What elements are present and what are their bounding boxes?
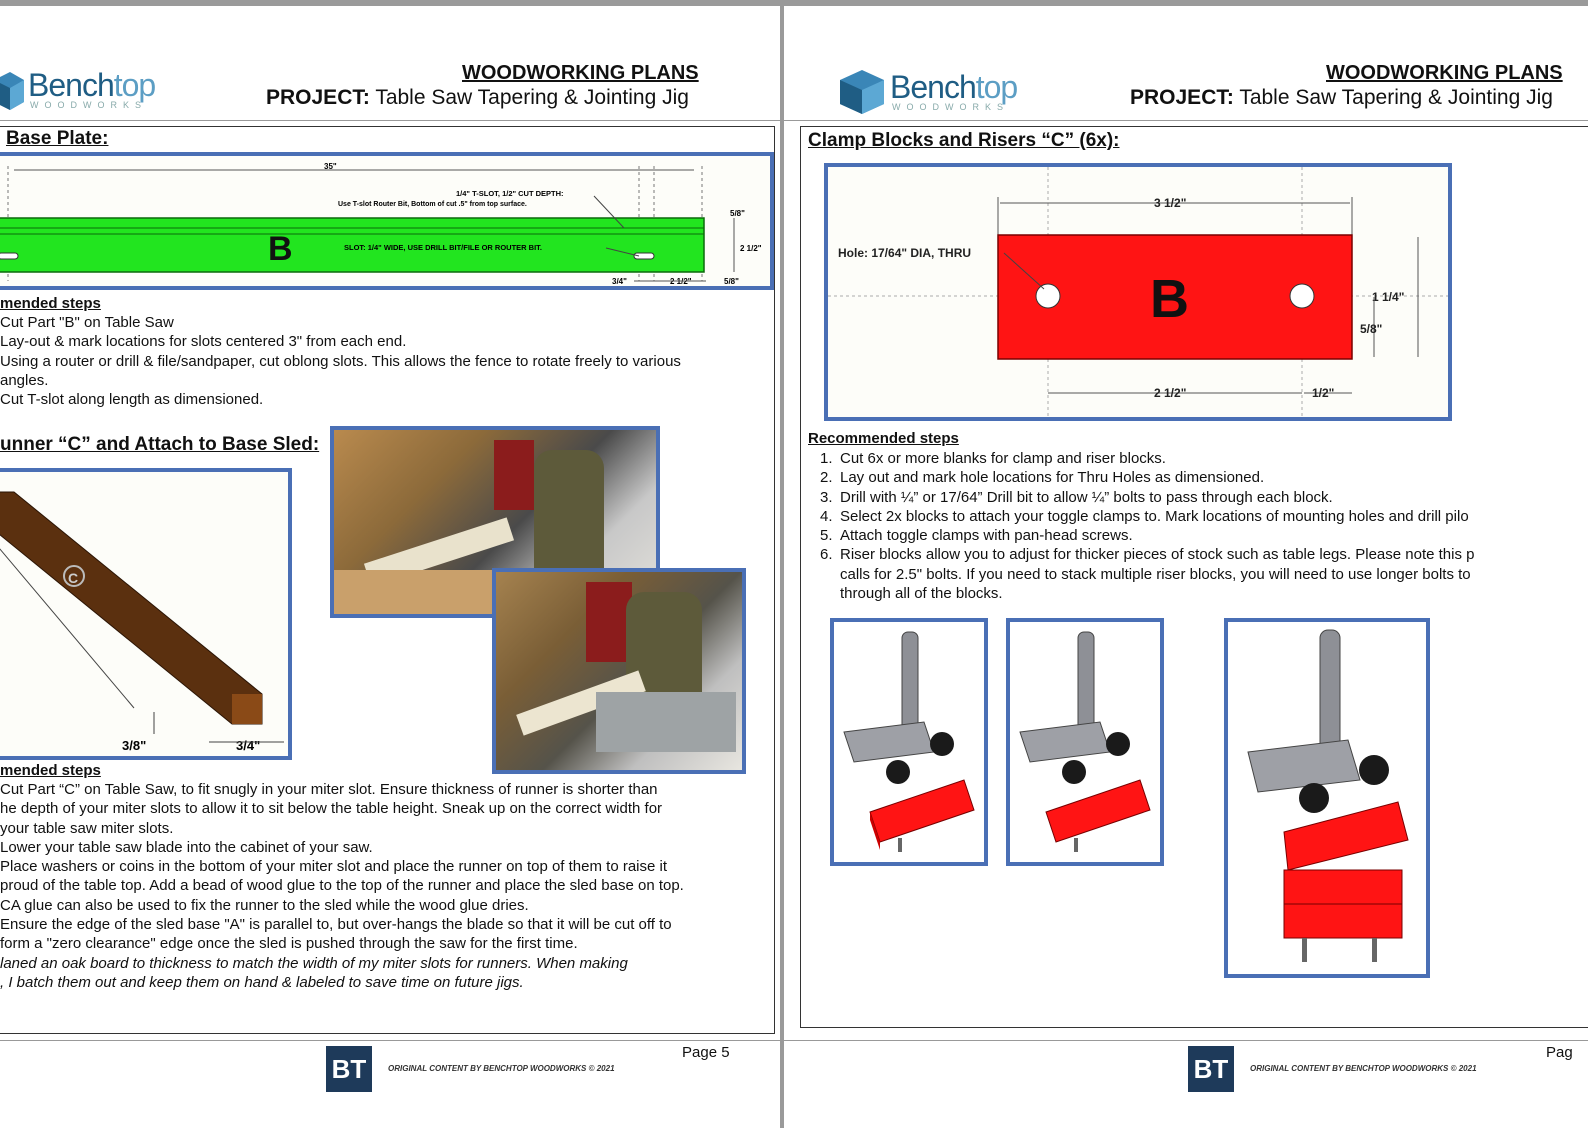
steps-list-1 (0, 313, 775, 409)
step-item: 4. Select 2x blocks to attach your toggle clamps to. Mark locations of mounting holes and drill pilo (820, 507, 1469, 525)
recommended-steps-label: Recommended steps (808, 430, 959, 447)
step-item: 5. Attach toggle clamps with pan-head screws. (820, 527, 1133, 545)
header-title: WOODWORKING PLANS (1326, 62, 1563, 84)
logo-text-main: Bench (890, 69, 976, 105)
tslot-note-1: 1/4" T-SLOT, 1/2" CUT DEPTH: (456, 189, 564, 198)
dim-bottom: 2 1/2" (1154, 386, 1187, 400)
benchtop-logo (0, 68, 155, 112)
page-number: Page 5 (682, 1044, 730, 1061)
tip-note (0, 954, 775, 993)
base-plate-diagram (0, 152, 774, 290)
dim-top: 3 1/2" (1154, 196, 1187, 210)
document-page-6 (784, 6, 1588, 1128)
clamp-block-diagram (824, 163, 1452, 421)
part-letter-c: C (68, 570, 79, 586)
dim-height: 1 1/4" (1372, 290, 1405, 304)
project-label: PROJECT: (266, 86, 370, 109)
dim-3-8: 3/8" (122, 738, 147, 753)
footer-rule (0, 1040, 780, 1041)
recommended-steps-label-2: mended steps (0, 762, 101, 779)
document-page-5 (0, 6, 780, 1128)
logo-cube-icon (840, 68, 884, 116)
step-item: calls for 2.5" bolts. If you need to stack multiple riser blocks, you will need to use longer bolts to (840, 565, 1471, 583)
logo-cube-icon (0, 68, 24, 112)
step-item: Lay-out & mark locations for slots centered 3" from each end. (0, 333, 407, 351)
steps-list (808, 449, 1588, 603)
tslot-note-2: Use T-slot Router Bit, Bottom of cut .5" from top surface. (338, 201, 527, 208)
hole-note: Hole: 17/64" DIA, THRU (838, 246, 972, 260)
step-item: proud of the table top. Add a bead of wood glue to the top of the runner and place the sled base on top. (0, 877, 684, 895)
step-item: angles. (0, 371, 49, 389)
step-item: form a "zero clearance" edge once the sled is pushed through the saw for the first time. (0, 935, 578, 953)
step-item: Cut Part “C” on Table Saw, to fit snugly in your miter slot. Ensure thickness of runner is shorter than (0, 781, 658, 798)
step-item: through all of the blocks. (840, 585, 1003, 603)
part-letter: B (1150, 269, 1189, 329)
step-item: Ensure the edge of the sled base "A" is parallel to, but over-hangs the blade so that it will be cut off to (0, 916, 672, 934)
runner-diagram (0, 468, 292, 760)
step-item: Cut T-slot along length as dimensioned. (0, 391, 264, 409)
step-item: Using a router or drill & file/sandpaper, cut oblong slots. This allows the fence to rotate freely to various (0, 352, 681, 370)
logo-subtext: WOODWORKS (892, 102, 1009, 112)
footer-copyright: ORIGINAL CONTENT BY BENCHTOP WOODWORKS © 2021 (1250, 1064, 1477, 1073)
step-item: 2. Lay out and mark hole locations for Thru Holes as dimensioned. (820, 469, 1265, 487)
dim-5-8-top: 5/8" (730, 209, 745, 218)
header-project (266, 86, 689, 110)
toggle-clamp-render-1 (830, 618, 988, 866)
footer-logo-icon: BT (326, 1046, 372, 1092)
step-item: Place washers or coins in the bottom of your miter slot and place the runner on top of them to raise it (0, 858, 668, 876)
recommended-steps-label-1: mended steps (0, 295, 101, 312)
dim-bottom-right: 1/2" (1312, 386, 1335, 400)
step-item: Cut Part "B" on Table Saw (0, 314, 174, 331)
dim-2-1-2-right: 2 1/2" (740, 244, 762, 253)
step-item: 3. Drill with ¼” or 17/64” Drill bit to allow ¼” bolts to pass through each block. (820, 488, 1333, 506)
dim-half: 5/8" (1360, 322, 1383, 336)
step-item: CA glue can also be used to fix the runner to the sled while the wood glue dries. (0, 896, 529, 914)
hole-left (1036, 284, 1060, 308)
project-name: Table Saw Tapering & Jointing Jig (1239, 86, 1553, 109)
section-title-runner: unner “C” and Attach to Base Sled: (0, 434, 320, 455)
header-title: WOODWORKING PLANS (462, 62, 699, 84)
slot-left (0, 253, 18, 259)
footer-logo-icon: BT (1188, 1046, 1234, 1092)
section-title-clamp-blocks: Clamp Blocks and Risers “C” (6x): (808, 130, 1120, 151)
step-item: 6. Riser blocks allow you to adjust for thicker pieces of stock such as table legs. Please note this p (820, 546, 1475, 564)
section-title-base-plate: Base Plate: (6, 128, 109, 149)
hole-right (1290, 284, 1314, 308)
tip-note-line: , I batch them out and keep them on hand & labeled to save time on future jigs. (0, 974, 524, 992)
footer-copyright: ORIGINAL CONTENT BY BENCHTOP WOODWORKS © 2021 (388, 1064, 615, 1073)
header-rule (784, 120, 1588, 121)
project-label: PROJECT: (1130, 86, 1234, 109)
step-item: Lower your table saw blade into the cabinet of your saw. (0, 838, 373, 856)
dim-3-4: 3/4" (612, 277, 627, 286)
toggle-clamp-render-2 (1006, 618, 1164, 866)
dim-2-1-2-bottom: 2 1/2" (670, 277, 692, 286)
steps-list-2 (0, 780, 775, 954)
part-letter-b: B (268, 230, 293, 268)
dim-5-8-bottom: 5/8" (724, 277, 739, 286)
dim-3-4-runner: 3/4" (236, 738, 261, 753)
slot-note: SLOT: 1/4" WIDE, USE DRILL BIT/FILE OR ROUTER BIT. (344, 243, 543, 252)
runner-c-board (0, 492, 262, 724)
logo-text-accent: top (113, 67, 156, 103)
page-number: Pag (1546, 1044, 1573, 1061)
project-name: Table Saw Tapering & Jointing Jig (375, 86, 689, 109)
header-rule (0, 120, 780, 121)
tip-note-line: laned an oak board to thickness to match the width of my miter slots for runners. When making (0, 955, 628, 972)
footer-rule (784, 1040, 1588, 1041)
header-project (1130, 86, 1553, 110)
benchtop-logo (840, 68, 1017, 116)
logo-subtext: WOODWORKS (30, 100, 147, 110)
step-item: your table saw miter slots. (0, 819, 174, 837)
step-item: 1. Cut 6x or more blanks for clamp and riser blocks. (820, 450, 1166, 467)
photo-workshop-2 (492, 568, 746, 774)
logo-text-accent: top (975, 69, 1018, 105)
step-item: he depth of your miter slots to allow it to sit below the table height. Sneak up on the correct width for (0, 800, 663, 818)
dim-length: 35" (324, 162, 337, 171)
toggle-clamp-riser-render (1224, 618, 1430, 978)
logo-text-main: Bench (28, 67, 114, 103)
